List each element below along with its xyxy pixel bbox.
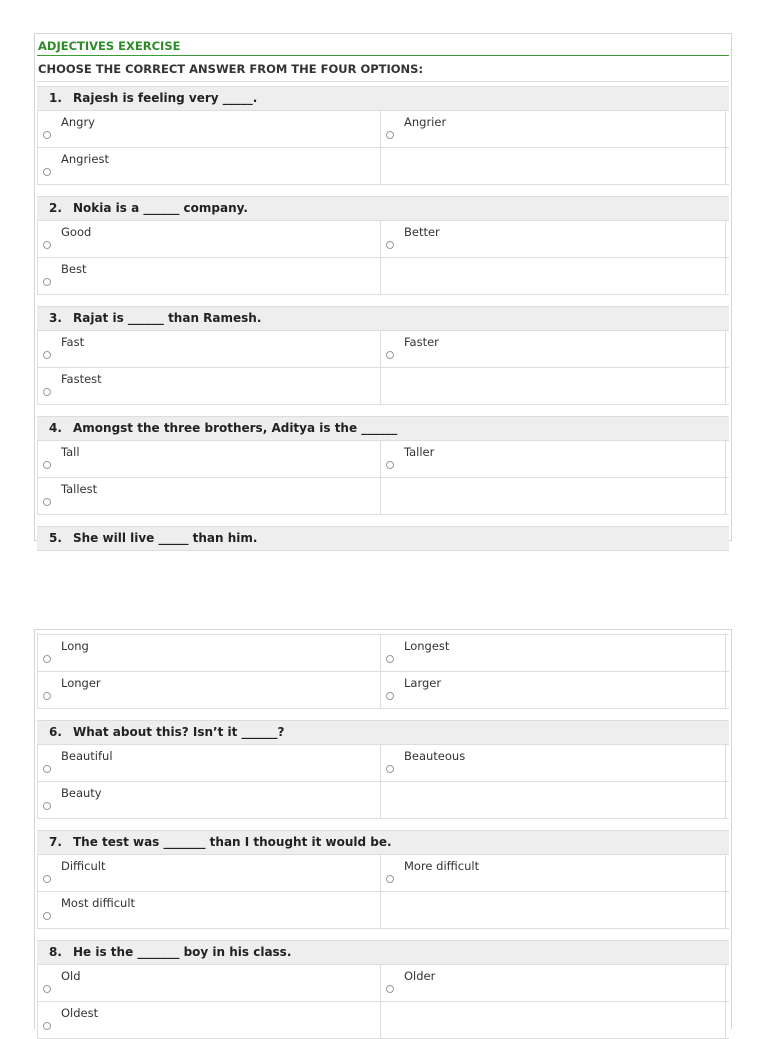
radio-button[interactable] bbox=[386, 985, 394, 993]
option-label: Older bbox=[404, 969, 436, 983]
radio-button[interactable] bbox=[43, 461, 51, 469]
radio-button[interactable] bbox=[43, 168, 51, 176]
question-text: What about this? Isn’t it ______? bbox=[73, 725, 285, 739]
radio-button[interactable] bbox=[43, 692, 51, 700]
radio-button[interactable] bbox=[43, 498, 51, 506]
option-difficult[interactable] bbox=[37, 855, 381, 891]
option-label: More difficult bbox=[404, 859, 480, 873]
radio-button[interactable] bbox=[386, 461, 394, 469]
option-label: Longest bbox=[404, 639, 450, 653]
option-longest[interactable] bbox=[381, 635, 726, 671]
option-row bbox=[37, 478, 729, 515]
radio-button[interactable] bbox=[43, 241, 51, 249]
option-label: Tallest bbox=[61, 482, 98, 496]
question-1-heading bbox=[37, 86, 729, 111]
option-row bbox=[37, 892, 729, 929]
option-label: Beauteous bbox=[404, 749, 466, 763]
option-row bbox=[37, 672, 729, 709]
option-longer[interactable] bbox=[37, 672, 381, 708]
radio-button[interactable] bbox=[386, 765, 394, 773]
empty-option-cell bbox=[381, 782, 726, 818]
option-faster[interactable] bbox=[381, 331, 726, 367]
option-label: Beautiful bbox=[61, 749, 113, 763]
option-label: Good bbox=[61, 225, 92, 239]
question-5-heading bbox=[37, 526, 729, 551]
option-label: Taller bbox=[404, 445, 435, 459]
question-number: 3. bbox=[49, 311, 62, 325]
radio-button[interactable] bbox=[43, 765, 51, 773]
option-row bbox=[37, 148, 729, 185]
radio-button[interactable] bbox=[386, 241, 394, 249]
empty-option-cell bbox=[381, 258, 726, 294]
option-label: Angry bbox=[61, 115, 95, 129]
option-beauty[interactable] bbox=[37, 782, 381, 818]
question-4-heading bbox=[37, 416, 729, 441]
question-text: Amongst the three brothers, Aditya is the ______ bbox=[73, 421, 398, 435]
option-row bbox=[37, 855, 729, 892]
option-label: Better bbox=[404, 225, 440, 239]
option-label: Longer bbox=[61, 676, 101, 690]
option-row bbox=[37, 368, 729, 405]
option-row bbox=[37, 441, 729, 478]
question-text: He is the _______ boy in his class. bbox=[73, 945, 292, 959]
question-6-heading bbox=[37, 720, 729, 745]
option-beautiful[interactable] bbox=[37, 745, 381, 781]
question-3 bbox=[37, 306, 729, 416]
radio-button[interactable] bbox=[386, 351, 394, 359]
option-row bbox=[37, 258, 729, 295]
option-tallest[interactable] bbox=[37, 478, 381, 514]
question-5 bbox=[37, 526, 729, 551]
radio-button[interactable] bbox=[43, 1022, 51, 1030]
radio-button[interactable] bbox=[43, 875, 51, 883]
option-label: Most difficult bbox=[61, 896, 136, 910]
question-8 bbox=[37, 940, 729, 1039]
option-row bbox=[37, 111, 729, 148]
question-text: She will live _____ than him. bbox=[73, 531, 258, 545]
option-tall[interactable] bbox=[37, 441, 381, 477]
option-most-difficult[interactable] bbox=[37, 892, 381, 928]
question-3-heading bbox=[37, 306, 729, 331]
option-label: Tall bbox=[61, 445, 80, 459]
radio-button[interactable] bbox=[43, 278, 51, 286]
radio-button[interactable] bbox=[43, 802, 51, 810]
option-row bbox=[37, 221, 729, 258]
radio-button[interactable] bbox=[386, 875, 394, 883]
radio-button[interactable] bbox=[43, 655, 51, 663]
radio-button[interactable] bbox=[43, 912, 51, 920]
option-long[interactable] bbox=[37, 635, 381, 671]
option-row bbox=[37, 1002, 729, 1039]
question-number: 6. bbox=[49, 725, 62, 739]
option-best[interactable] bbox=[37, 258, 381, 294]
empty-option-cell bbox=[381, 892, 726, 928]
exercise-title: ADJECTIVES EXERCISE bbox=[37, 34, 729, 56]
question-number: 4. bbox=[49, 421, 62, 435]
question-2 bbox=[37, 196, 729, 306]
option-label: Difficult bbox=[61, 859, 106, 873]
question-number: 5. bbox=[49, 531, 62, 545]
option-label: Fast bbox=[61, 335, 85, 349]
option-label: Oldest bbox=[61, 1006, 99, 1020]
question-text: The test was _______ than I thought it would be. bbox=[73, 835, 392, 849]
option-label: Long bbox=[61, 639, 89, 653]
exercise-panel-page-1 bbox=[34, 33, 732, 545]
empty-option-cell bbox=[381, 1002, 726, 1038]
option-row bbox=[37, 965, 729, 1002]
empty-option-cell bbox=[381, 148, 726, 184]
option-label: Angrier bbox=[404, 115, 447, 129]
option-larger[interactable] bbox=[381, 672, 726, 708]
option-fastest[interactable] bbox=[37, 368, 381, 404]
option-fast[interactable] bbox=[37, 331, 381, 367]
question-text: Rajesh is feeling very _____. bbox=[73, 91, 258, 105]
option-label: Angriest bbox=[61, 152, 109, 166]
option-oldest[interactable] bbox=[37, 1002, 381, 1038]
question-5-options bbox=[37, 634, 729, 720]
radio-button[interactable] bbox=[386, 692, 394, 700]
option-good[interactable] bbox=[37, 221, 381, 257]
question-number: 8. bbox=[49, 945, 62, 959]
option-angriest[interactable] bbox=[37, 148, 381, 184]
option-label: Faster bbox=[404, 335, 439, 349]
empty-option-cell bbox=[381, 478, 726, 514]
option-older[interactable] bbox=[381, 965, 726, 1001]
option-angrier[interactable] bbox=[381, 111, 726, 147]
radio-button[interactable] bbox=[386, 655, 394, 663]
question-8-heading bbox=[37, 940, 729, 965]
radio-button[interactable] bbox=[43, 131, 51, 139]
question-7-heading bbox=[37, 830, 729, 855]
exercise-instruction: CHOOSE THE CORRECT ANSWER FROM THE FOUR OPTIONS: bbox=[37, 56, 729, 82]
option-label: Larger bbox=[404, 676, 442, 690]
radio-button[interactable] bbox=[43, 351, 51, 359]
question-text: Nokia is a ______ company. bbox=[73, 201, 248, 215]
option-old[interactable] bbox=[37, 965, 381, 1001]
option-label: Beauty bbox=[61, 786, 102, 800]
option-row bbox=[37, 745, 729, 782]
question-text: Rajat is ______ than Ramesh. bbox=[73, 311, 262, 325]
question-7 bbox=[37, 830, 729, 940]
question-4 bbox=[37, 416, 729, 526]
exercise-panel-page-2 bbox=[34, 629, 732, 1029]
option-angry[interactable] bbox=[37, 111, 381, 147]
option-label: Old bbox=[61, 969, 81, 983]
radio-button[interactable] bbox=[386, 131, 394, 139]
question-2-heading bbox=[37, 196, 729, 221]
option-better[interactable] bbox=[381, 221, 726, 257]
question-6 bbox=[37, 720, 729, 830]
option-taller[interactable] bbox=[381, 441, 726, 477]
option-row bbox=[37, 634, 729, 672]
option-row bbox=[37, 331, 729, 368]
radio-button[interactable] bbox=[43, 985, 51, 993]
question-number: 2. bbox=[49, 201, 62, 215]
option-label: Fastest bbox=[61, 372, 102, 386]
option-label: Best bbox=[61, 262, 87, 276]
question-number: 7. bbox=[49, 835, 62, 849]
question-number: 1. bbox=[49, 91, 62, 105]
empty-option-cell bbox=[381, 368, 726, 404]
option-more-difficult[interactable] bbox=[381, 855, 726, 891]
option-beauteous[interactable] bbox=[381, 745, 726, 781]
option-row bbox=[37, 782, 729, 819]
question-1 bbox=[37, 86, 729, 196]
radio-button[interactable] bbox=[43, 388, 51, 396]
